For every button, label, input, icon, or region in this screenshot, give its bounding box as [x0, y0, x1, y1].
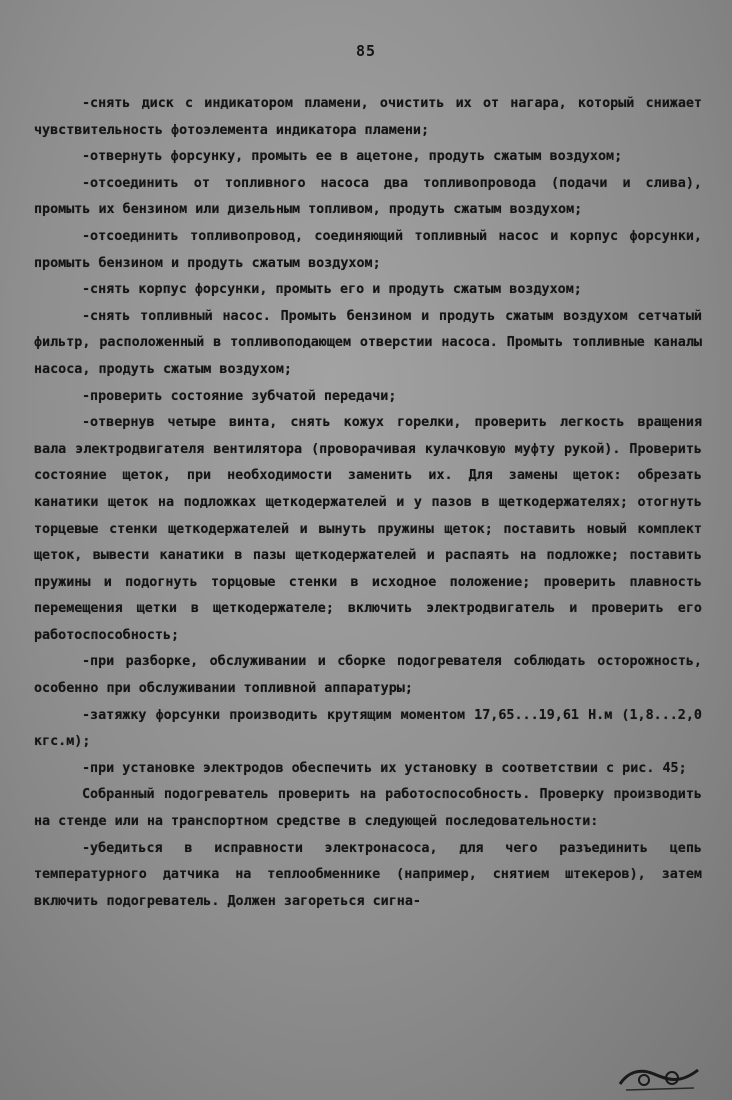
- paragraph: Собранный подогреватель проверить на работоспособность. Проверку производить на стенде или на транспортном средстве в следующей последовательности:: [34, 787, 702, 830]
- paragraph: -затяжку форсунки производить крутящим моментом 17,65...19,61 Н.м (1,8...2,0 кгс.м);: [34, 707, 702, 750]
- paragraph: -при разборке, обслуживании и сборке подогревателя соблюдать осторожность, особенно при обслуживании топливной аппаратуры;: [34, 654, 702, 697]
- ink-smudge-mark: [614, 1054, 704, 1094]
- body-text: [34, 91, 702, 915]
- paragraph: -отвернуть форсунку, промыть ее в ацетоне, продуть сжатым воздухом;: [82, 149, 623, 165]
- paragraph: -отсоединить от топливного насоса два топливопровода (подачи и слива), промыть их бензином или дизельным топливом, продуть сжатым воздухом;: [34, 175, 702, 218]
- paragraph: -снять корпус форсунки, промыть его и продуть сжатым воздухом;: [82, 282, 582, 298]
- page-number: 85: [355, 42, 377, 60]
- paragraph: -проверить состояние зубчатой передачи;: [82, 388, 397, 404]
- paragraph: -убедиться в исправности электронасоса, для чего разъединить цепь температурного датчика на теплообменнике (например, снятием штекеров), затем включить подогреватель. Должен загореться сигна-: [34, 840, 702, 909]
- paragraph: -снять топливный насос. Промыть бензином и продуть сжатым воздухом сетчатый фильтр, расположенный в топливоподающем отверстии насоса. Промыть топливные каналы насоса, продуть сжатым воздухом;: [34, 308, 702, 377]
- paragraph: -снять диск с индикатором пламени, очистить их от нагара, который снижает чувствительность фотоэлемента индикатора пламени;: [34, 96, 702, 138]
- paragraph: -при установке электродов обеспечить их установку в соответствии с рис. 45;: [82, 760, 687, 776]
- paragraph: -отвернув четыре винта, снять кожух горелки, проверить легкость вращения вала электродвигателя вентилятора (проворачивая кулачковую муфту рукой). Проверить состояние щеток, при необходимости заменить их. Для замены щеток: обрезать канатики щеток на подложках щеткодержателей и у пазов в щеткодержателях; отогнуть торцевые стенки щеткодержателей и вынуть пружины щеток; поставить новый комплект щеток, вывести канатики в пазы щеткодержателей и распаять на подложке; поставить пружины и подогнуть торцовые стенки в исходное положение; проверить плавность перемещения щетки в щеткодержателе; включить электродвигатель и проверить его работоспособность;: [34, 415, 702, 643]
- paragraph: -отсоединить топливопровод, соединяющий топливный насос и корпус форсунки, промыть бензином и продуть сжатым воздухом;: [34, 228, 702, 271]
